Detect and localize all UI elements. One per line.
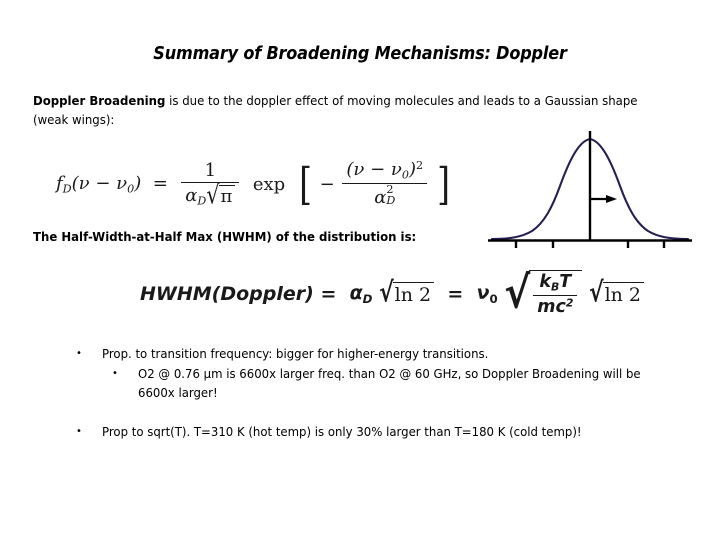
hwhm-arrow-head	[606, 195, 617, 203]
bullet-glyph: •	[76, 348, 82, 359]
list-item	[0, 364, 720, 403]
list-spacer	[0, 403, 720, 422]
equation-bracket-close: ]	[436, 158, 450, 210]
intro-lead-bold: Doppler Broadening	[33, 93, 166, 108]
list-item	[0, 422, 720, 442]
equation-hwhm-sqrt-kt-mc2: √ $\frac{k_BT}{mc^2}$	[504, 270, 582, 317]
equation-doppler-lhs: $f_D(\nu - \nu_0)$ =	[56, 173, 174, 196]
equation-hwhm-sqrt-ln2-right: √ln 2	[589, 281, 644, 306]
bullet-glyph: •	[112, 367, 118, 379]
equation-doppler-exponent: $(\nu - \nu_0)^2$ α 2 D	[342, 160, 427, 209]
hwhm-lead-text: The Half-Width-at-Half Max (HWHM) of the distribution is:	[33, 229, 417, 244]
equation-doppler-prefactor: $\frac{1}{\alpha_D√\pi}$	[181, 161, 239, 209]
bullet-text: Prop. to transition frequency: bigger for higher-energy transitions.	[102, 346, 489, 361]
equation-hwhm-nu0: $\nu_0$	[476, 281, 498, 306]
equation-hwhm-sqrt-ln2-left: √ln 2	[379, 281, 434, 306]
gaussian-lineshape-figure	[486, 122, 694, 252]
equation-hwhm-alpha: $\alpha_D$	[349, 281, 373, 306]
equation-hwhm-equals-2: =	[440, 282, 470, 305]
bullet-text: Prop to sqrt(T). T=310 K (hot temp) is only 30% larger than T=180 K (cold temp)!	[102, 423, 582, 439]
equation-hwhm	[140, 270, 644, 317]
equation-bracket-open: [	[298, 158, 312, 210]
list-item	[0, 344, 720, 364]
intro-rest: is due to the doppler effect of moving molecules and leads to a Gaussian shape (weak wings):	[33, 93, 638, 127]
equation-doppler-exp-label: exp	[247, 174, 291, 196]
bullet-glyph: •	[76, 425, 82, 437]
equation-hwhm-lhs: HWHM(Doppler) =	[140, 282, 343, 305]
bullet-list	[0, 344, 720, 441]
equation-doppler-profile	[56, 160, 452, 209]
equation-minus-sign: −	[319, 174, 335, 196]
page-title: Summary of Broadening Mechanisms: Doppler	[153, 44, 567, 64]
bullet-text: O2 @ 0.76 µm is 6600x larger freq. than O2 @ 60 GHz, so Doppler Broadening will be 6600x larger!	[138, 365, 641, 400]
